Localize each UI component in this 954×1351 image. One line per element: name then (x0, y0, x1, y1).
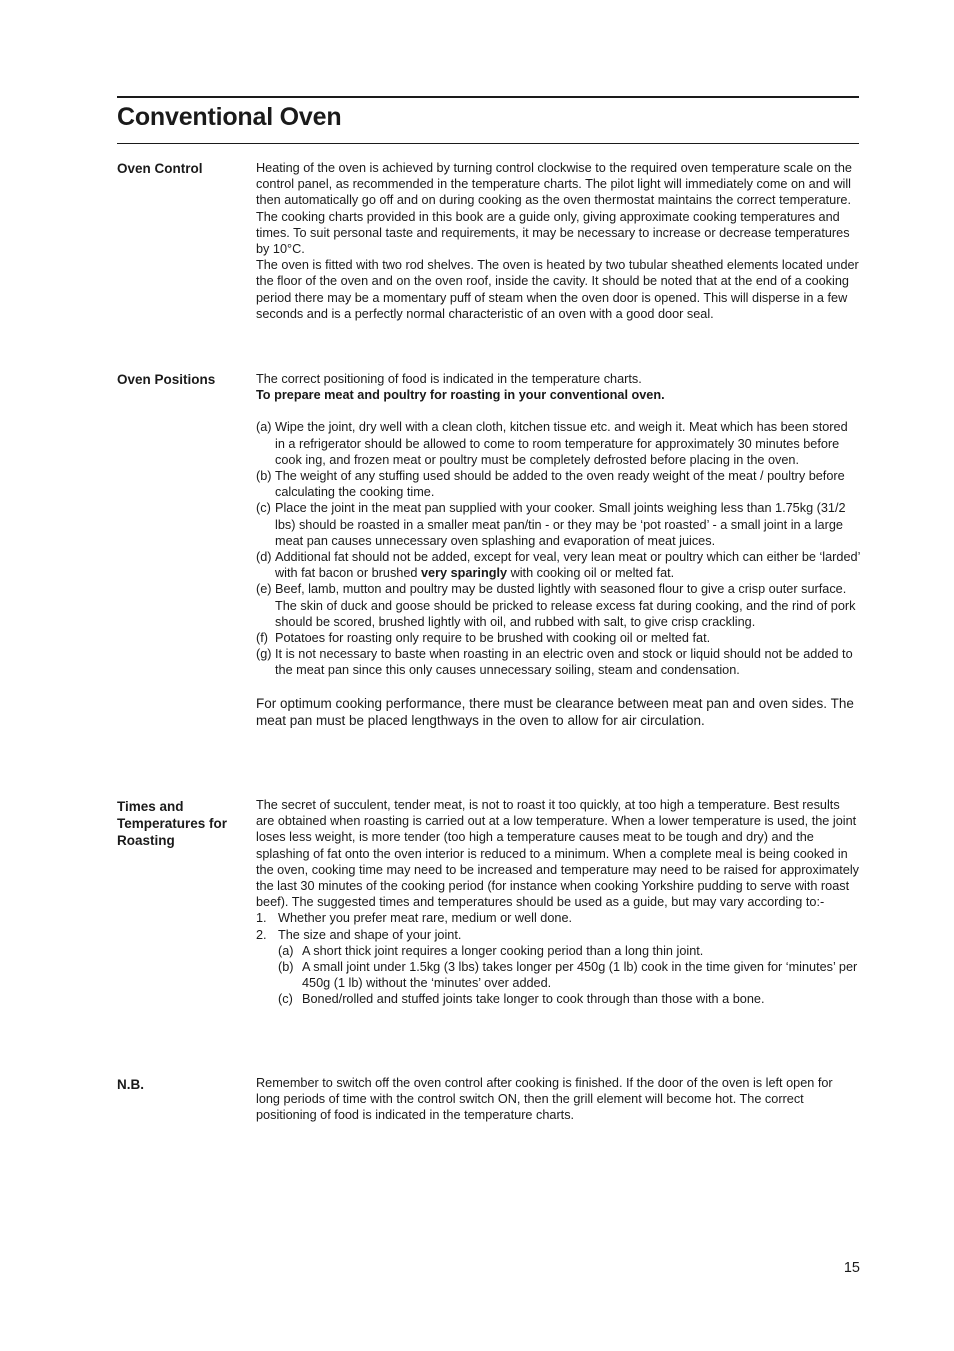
oven-positions-intro: The correct positioning of food is indicated in the temperature charts. (256, 372, 642, 386)
step-text: The weight of any stuffing used should be added to the oven ready weight of the meat / poultry before calculating the cooking time. (275, 469, 845, 500)
step-marker: (a) (256, 420, 272, 435)
step-marker: (b) (256, 469, 272, 484)
step-text: with cooking oil or melted fat. (507, 566, 675, 581)
step-marker: (e) (256, 582, 272, 597)
oven-control-label: Oven Control (117, 161, 203, 176)
joint-size-item (278, 959, 860, 991)
preparation-step (256, 500, 860, 549)
step-marker: (f) (256, 631, 268, 646)
factor-text: Whether you prefer meat rare, medium or well done. (278, 911, 573, 926)
nb-label: N.B. (117, 1077, 144, 1092)
factor-text: The size and shape of your joint. (278, 927, 462, 942)
oven-control-body (256, 160, 860, 322)
nb-paragraph: Remember to switch off the oven control after cooking is finished. If the door of the oven is left open for long periods of time with the control switch ON, then the grill element will become hot. The correct positioning of food is indicated in the temperature charts. (256, 1076, 833, 1123)
oven-positions-label: Oven Positions (117, 372, 216, 387)
preparation-step (256, 581, 860, 630)
joint-size-item (278, 943, 860, 959)
step-marker: (g) (256, 647, 272, 662)
factor-marker: 2. (256, 927, 267, 942)
roasting-factor (256, 910, 860, 926)
step-text: Additional fat should not be added, except for veal, very lean meat or poultry which can either be ‘larded’ with fat bacon or brushed (275, 550, 860, 581)
step-marker: (c) (256, 501, 271, 516)
page-number: 15 (843, 1260, 860, 1276)
step-text: Potatoes for roasting only require to be brushed with cooking oil or melted fat. (275, 631, 711, 646)
joint-size-sublist (278, 943, 860, 1008)
page-title: Conventional Oven (117, 103, 342, 131)
step-marker: (d) (256, 550, 272, 565)
subitem-marker: (c) (278, 992, 293, 1007)
preparation-step (256, 468, 860, 500)
preparation-step (256, 646, 860, 678)
times-temperatures-paragraph: The secret of succulent, tender meat, is not to roast it too quickly, at too high a temperature. Best results are obtained when roasting is carried out at a low temperature. When a lower temperature is used, the joint loses less weight, is more tender (too high a temperature causes meat to be tough and dry) and the splashing of fat onto the oven interior is reduced to a minimum. When a complete meal is being cooked in the oven, cooking time may need to be increased and temperature may need to be raised for approximately the last 30 minutes of the cooking period (for instance when cooking Yorkshire pudding to serve with roast beef). The suggested times and temperatures should be used as a guide, but may vary according to:- (256, 798, 860, 910)
subitem-text: A small joint under 1.5kg (3 lbs) takes longer per 450g (1 lb) cook in the time given for ‘minutes’ per 450g (1 lb) without the ‘minutes’ over added. (302, 960, 858, 991)
step-text: It is not necessary to baste when roasting in an electric oven and stock or liquid should not be added to the meat pan since this only causes unnecessary soiling, steam and condensation. (275, 647, 853, 678)
roasting-factor (256, 927, 860, 1008)
preparation-step (256, 419, 860, 468)
times-temperatures-label: Times and Temperatures for Roasting (117, 799, 228, 848)
nb-body (256, 1075, 860, 1124)
subitem-text: Boned/rolled and stuffed joints take longer to cook through than those with a bone. (302, 992, 765, 1007)
oven-positions-body (256, 371, 860, 729)
oven-control-paragraph: The oven is fitted with two rod shelves. The oven is heated by two tubular sheathed elements located under the floor of the oven and on the oven roof, inside the cavity. It should be noted that at the end of a cooking period there may be a momentary puff of steam when the oven door is opened. This will disperse in a few seconds and is a perfectly normal characteristic of an oven with a good door seal. (256, 258, 859, 321)
preparation-step (256, 630, 860, 646)
oven-positions-heading: To prepare meat and poultry for roasting in your conventional oven. (256, 388, 665, 403)
oven-control-paragraph: The cooking charts provided in this book are a guide only, giving approximate cooking temperatures and times. To suit personal taste and requirements, it may be necessary to increase or decrease temperatures by 10°C. (256, 209, 850, 257)
subitem-marker: (b) (278, 960, 294, 975)
oven-positions-closing: For optimum cooking performance, there must be clearance between meat pan and oven sides. The meat pan must be placed lengthways in the oven to allow for air circulation. (256, 695, 854, 728)
roasting-factors-list (256, 910, 860, 1007)
title-bottom-rule (117, 143, 859, 144)
step-emphasis: very sparingly (421, 566, 508, 581)
subitem-text: A short thick joint requires a longer cooking period than a long thin joint. (302, 943, 704, 958)
oven-control-paragraph: Heating of the oven is achieved by turning control clockwise to the required oven temperature scale on the control panel, as recommended in the temperature charts. The pilot light will immediately come on and will then automatically go off and on during cooking as the oven thermostat maintains the correct temperature. (256, 161, 852, 208)
step-text: Wipe the joint, dry well with a clean cloth, kitchen tissue etc. and weigh it. Meat which has been stored in a refrigerator should be allowed to come to room temperature for approximately 30 minutes before cook ing, and frozen meat or poultry must be completely defrosted before placing in the oven. (275, 420, 848, 467)
factor-marker: 1. (256, 911, 267, 926)
title-top-rule (117, 96, 859, 98)
step-text: Place the joint in the meat pan supplied with your cooker. Small joints weighing less than 1.75kg (31/2 lbs) should be roasted in a smaller meat pan/tin - or they may be ‘pot roasted’ - a small joint in a large meat pan causes unnecessary oven splashing and evaporation of meat juices. (275, 501, 846, 548)
joint-size-item (278, 991, 860, 1007)
preparation-steps-list (256, 419, 860, 678)
preparation-step (256, 549, 860, 581)
times-temperatures-body (256, 797, 860, 1008)
subitem-marker: (a) (278, 943, 294, 958)
step-text: Beef, lamb, mutton and poultry may be dusted lightly with seasoned flour to give a crisp outer surface. The skin of duck and goose should be pricked to release excess fat during cooking, and the rind of pork should be scored, brushed lightly with oil, and rubbed with salt, to give crisp crackling. (275, 582, 856, 629)
